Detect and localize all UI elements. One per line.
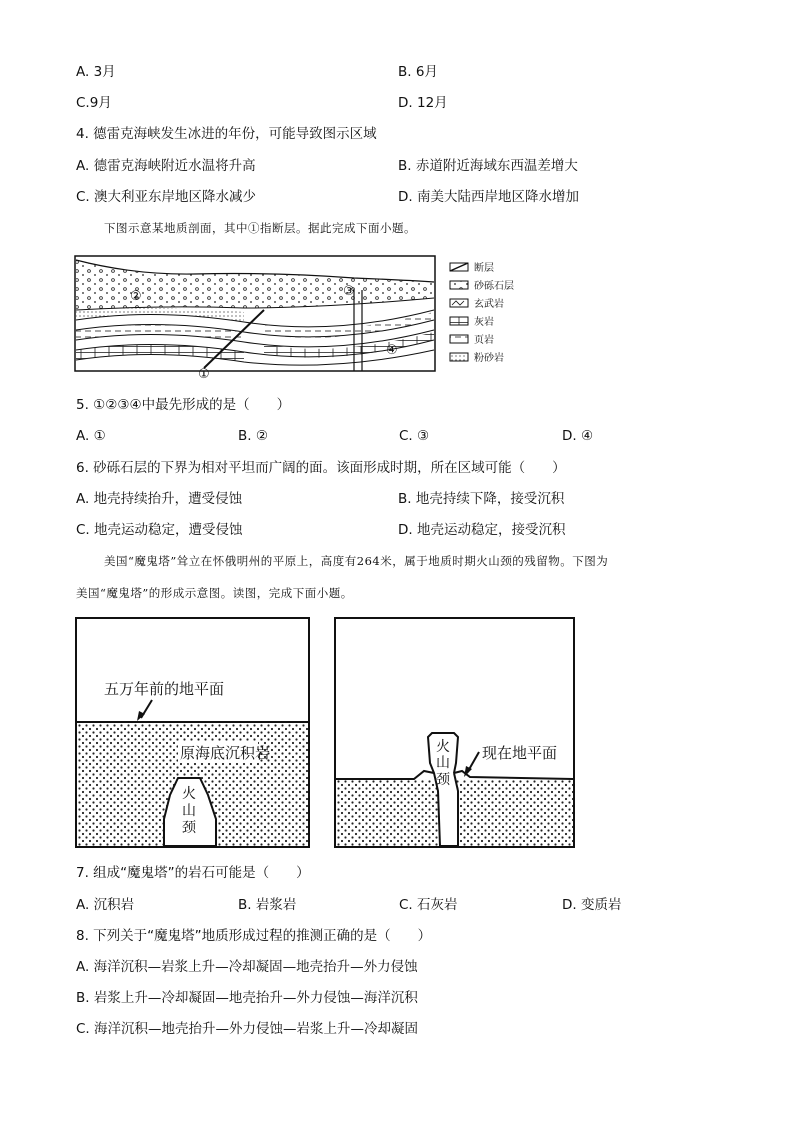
devils-tower-figure [74, 615, 580, 851]
tower-intro-line-2: 美国“魔鬼塔”的形成示意图。读图，完成下面小题。 [76, 586, 353, 600]
question-4-stem: 4. 德雷克海峡发生冰进的年份，可能导致图示区域 [76, 126, 377, 142]
option-c: C. 地壳运动稳定，遭受侵蚀 [76, 522, 243, 538]
option-b: B. 地壳持续下降，接受沉积 [398, 491, 565, 507]
label-3: ③ [343, 284, 355, 299]
option-c: C. ③ [399, 428, 430, 444]
neck-char-1: 火 [182, 786, 196, 802]
option-d: D. 12月 [398, 95, 448, 111]
geology-intro: 下图示意某地质剖面，其中①指断层。据此完成下面小题。 [104, 221, 416, 235]
question-6-stem: 6. 砂砾石层的下界为相对平坦而广阔的面。该面形成时期，所在区域可能（ ） [76, 460, 566, 476]
legend-siltstone: 粉砂岩 [474, 353, 504, 364]
option-b: B. 赤道附近海域东西温差增大 [398, 158, 578, 174]
question-8-stem: 8. 下列关于“魔鬼塔”地质形成过程的推测正确的是（ ） [76, 928, 432, 944]
option-c: C. 澳大利亚东岸地区降水减少 [76, 189, 257, 205]
legend-limestone: 灰岩 [474, 317, 494, 328]
option-b: B. 岩浆上升—冷却凝固—地壳抬升—外力侵蚀—海洋沉积 [76, 990, 418, 1006]
option-a: A. 海洋沉积—岩浆上升—冷却凝固—地壳抬升—外力侵蚀 [76, 959, 418, 975]
neck-char-3: 颈 [182, 820, 196, 836]
tower-intro-line-1: 美国“魔鬼塔”耸立在怀俄明州的平原上，高度有264米，属于地质时期火山颈的残留物。下图为 [104, 554, 609, 568]
option-a: A. 地壳持续抬升，遭受侵蚀 [76, 491, 243, 507]
option-c: C.9月 [76, 95, 112, 111]
option-d: D. 变质岩 [562, 897, 622, 913]
sediment-label: 原海底沉积岩 [180, 744, 271, 762]
option-d: D. ④ [562, 428, 594, 444]
option-b: B. 6月 [398, 64, 438, 80]
option-b: B. ② [238, 428, 268, 444]
neck-char-3-right: 颈 [436, 772, 450, 788]
option-c: C. 海洋沉积—地壳抬升—外力侵蚀—岩浆上升—冷却凝固 [76, 1021, 419, 1037]
label-1: ① [198, 367, 210, 380]
option-c: C. 石灰岩 [399, 897, 458, 913]
legend-gravel: 砂砾石层 [474, 281, 514, 292]
neck-char-2-right: 山 [436, 755, 450, 771]
legend-shale: 页岩 [474, 335, 494, 346]
option-a: A. ① [76, 428, 106, 444]
option-d: D. 南美大陆西岸地区降水增加 [398, 189, 579, 205]
legend-basalt: 玄武岩 [474, 299, 504, 310]
current-ground-label: 现在地平面 [482, 744, 558, 762]
option-a: A. 德雷克海峡附近水温将升高 [76, 158, 256, 174]
option-b: B. 岩浆岩 [238, 897, 297, 913]
neck-char-1-right: 火 [436, 739, 450, 755]
label-2: ② [130, 289, 142, 304]
legend-fault: 断层 [474, 263, 494, 274]
option-a: A. 3月 [76, 64, 116, 80]
option-d: D. 地壳运动稳定，接受沉积 [398, 522, 566, 538]
geologic-profile-figure [74, 250, 524, 380]
question-7-stem: 7. 组成“魔鬼塔”的岩石可能是（ ） [76, 865, 310, 881]
ancient-ground-label: 五万年前的地平面 [104, 680, 225, 698]
label-4: ④ [386, 343, 398, 358]
question-5-stem: 5. ①②③④中最先形成的是（ ） [76, 397, 291, 413]
option-a: A. 沉积岩 [76, 897, 135, 913]
neck-char-2: 山 [182, 803, 196, 819]
